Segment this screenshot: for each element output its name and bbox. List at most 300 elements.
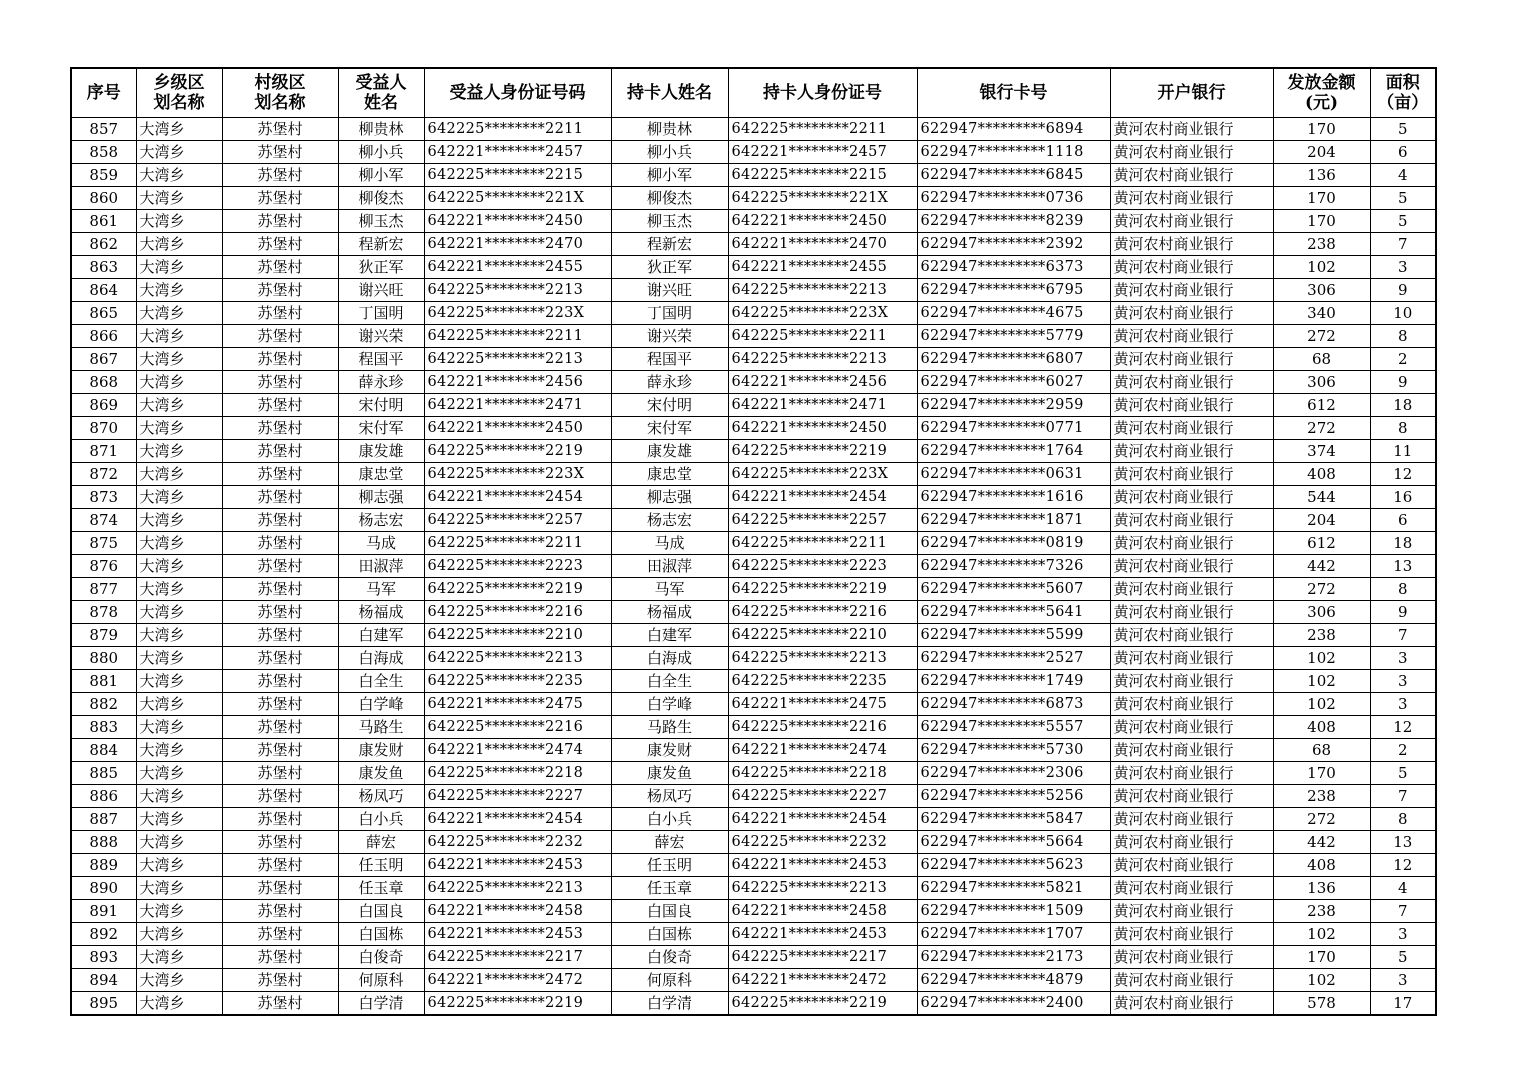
cell-cardholder-name: 程国平 <box>611 348 728 371</box>
cell-cardholder-name: 白学峰 <box>611 693 728 716</box>
cell-cardholder-id: 642225********2218 <box>728 762 917 785</box>
cell-township: 大湾乡 <box>136 716 222 739</box>
table-row <box>71 624 1436 647</box>
cell-amount: 136 <box>1273 164 1370 187</box>
cell-cardholder-id: 642221********2458 <box>728 900 917 923</box>
cell-beneficiary-name: 薛永珍 <box>338 371 424 394</box>
cell-township: 大湾乡 <box>136 348 222 371</box>
cell-beneficiary-id: 642225********2213 <box>424 279 611 302</box>
cell-area: 2 <box>1370 348 1436 371</box>
table-row <box>71 555 1436 578</box>
cell-amount: 238 <box>1273 624 1370 647</box>
cell-amount: 102 <box>1273 693 1370 716</box>
cell-amount: 340 <box>1273 302 1370 325</box>
cell-beneficiary-name: 田淑萍 <box>338 555 424 578</box>
cell-amount: 408 <box>1273 854 1370 877</box>
cell-bank-card: 622947*********0771 <box>917 417 1110 440</box>
cell-beneficiary-name: 柳小兵 <box>338 141 424 164</box>
cell-beneficiary-name: 白俊奇 <box>338 946 424 969</box>
cell-bank-card: 622947*********1707 <box>917 923 1110 946</box>
cell-index: 876 <box>71 555 136 578</box>
cell-amount: 238 <box>1273 900 1370 923</box>
cell-index: 869 <box>71 394 136 417</box>
cell-cardholder-name: 田淑萍 <box>611 555 728 578</box>
cell-bank: 黄河农村商业银行 <box>1110 417 1273 440</box>
cell-beneficiary-id: 642225********2218 <box>424 762 611 785</box>
header-row <box>71 68 1436 118</box>
cell-beneficiary-id: 642225********2217 <box>424 946 611 969</box>
cell-village: 苏堡村 <box>222 164 338 187</box>
cell-beneficiary-name: 白学峰 <box>338 693 424 716</box>
cell-beneficiary-id: 642225********2213 <box>424 348 611 371</box>
cell-amount: 272 <box>1273 417 1370 440</box>
cell-beneficiary-id: 642225********223X <box>424 302 611 325</box>
table-row <box>71 831 1436 854</box>
cell-cardholder-id: 642221********2472 <box>728 969 917 992</box>
table-row <box>71 164 1436 187</box>
cell-area: 4 <box>1370 164 1436 187</box>
cell-cardholder-name: 白小兵 <box>611 808 728 831</box>
cell-bank: 黄河农村商业银行 <box>1110 302 1273 325</box>
cell-bank: 黄河农村商业银行 <box>1110 325 1273 348</box>
cell-area: 18 <box>1370 394 1436 417</box>
table-row <box>71 601 1436 624</box>
cell-cardholder-id: 642221********2456 <box>728 371 917 394</box>
cell-village: 苏堡村 <box>222 693 338 716</box>
table-row <box>71 900 1436 923</box>
table-row <box>71 969 1436 992</box>
cell-beneficiary-name: 谢兴旺 <box>338 279 424 302</box>
cell-cardholder-name: 白学清 <box>611 992 728 1016</box>
cell-area: 5 <box>1370 187 1436 210</box>
cell-index: 870 <box>71 417 136 440</box>
cell-area: 13 <box>1370 555 1436 578</box>
cell-cardholder-name: 杨志宏 <box>611 509 728 532</box>
cell-amount: 272 <box>1273 578 1370 601</box>
cell-cardholder-id: 642225********2213 <box>728 647 917 670</box>
cell-cardholder-name: 柳俊杰 <box>611 187 728 210</box>
cell-township: 大湾乡 <box>136 394 222 417</box>
cell-index: 862 <box>71 233 136 256</box>
cell-index: 872 <box>71 463 136 486</box>
cell-cardholder-name: 杨福成 <box>611 601 728 624</box>
cell-cardholder-id: 642225********2232 <box>728 831 917 854</box>
cell-amount: 544 <box>1273 486 1370 509</box>
cell-index: 886 <box>71 785 136 808</box>
cell-cardholder-id: 642221********2453 <box>728 854 917 877</box>
cell-cardholder-id: 642225********2213 <box>728 279 917 302</box>
cell-bank: 黄河农村商业银行 <box>1110 785 1273 808</box>
cell-area: 9 <box>1370 371 1436 394</box>
cell-beneficiary-id: 642225********2235 <box>424 670 611 693</box>
cell-amount: 408 <box>1273 463 1370 486</box>
cell-amount: 102 <box>1273 969 1370 992</box>
cell-area: 11 <box>1370 440 1436 463</box>
cell-bank-card: 622947*********1616 <box>917 486 1110 509</box>
cell-beneficiary-id: 642225********2219 <box>424 440 611 463</box>
cell-cardholder-id: 642221********2453 <box>728 923 917 946</box>
cell-cardholder-id: 642221********2475 <box>728 693 917 716</box>
cell-beneficiary-id: 642225********2257 <box>424 509 611 532</box>
cell-beneficiary-id: 642225********2227 <box>424 785 611 808</box>
cell-area: 12 <box>1370 716 1436 739</box>
cell-bank-card: 622947*********2959 <box>917 394 1110 417</box>
cell-bank: 黄河农村商业银行 <box>1110 992 1273 1016</box>
table-row <box>71 716 1436 739</box>
cell-bank: 黄河农村商业银行 <box>1110 463 1273 486</box>
cell-area: 5 <box>1370 118 1436 141</box>
cell-bank: 黄河农村商业银行 <box>1110 118 1273 141</box>
table-row <box>71 210 1436 233</box>
cell-township: 大湾乡 <box>136 325 222 348</box>
cell-area: 9 <box>1370 279 1436 302</box>
cell-index: 857 <box>71 118 136 141</box>
cell-beneficiary-name: 狄正军 <box>338 256 424 279</box>
cell-bank-card: 622947*********5779 <box>917 325 1110 348</box>
cell-bank-card: 622947*********7326 <box>917 555 1110 578</box>
cell-township: 大湾乡 <box>136 371 222 394</box>
cell-beneficiary-id: 642221********2453 <box>424 854 611 877</box>
cell-index: 877 <box>71 578 136 601</box>
cell-bank-card: 622947*********1118 <box>917 141 1110 164</box>
cell-township: 大湾乡 <box>136 831 222 854</box>
cell-amount: 612 <box>1273 532 1370 555</box>
cell-village: 苏堡村 <box>222 854 338 877</box>
cell-beneficiary-name: 康忠堂 <box>338 463 424 486</box>
cell-cardholder-name: 何原科 <box>611 969 728 992</box>
cell-beneficiary-id: 642225********221X <box>424 187 611 210</box>
table-row <box>71 348 1436 371</box>
cell-township: 大湾乡 <box>136 670 222 693</box>
cell-amount: 68 <box>1273 739 1370 762</box>
cell-beneficiary-name: 程国平 <box>338 348 424 371</box>
cell-village: 苏堡村 <box>222 463 338 486</box>
table-row <box>71 647 1436 670</box>
table-row <box>71 670 1436 693</box>
cell-bank-card: 622947*********5557 <box>917 716 1110 739</box>
table-row <box>71 739 1436 762</box>
cell-index: 868 <box>71 371 136 394</box>
cell-beneficiary-name: 宋付军 <box>338 417 424 440</box>
cell-area: 3 <box>1370 693 1436 716</box>
cell-cardholder-id: 642225********2217 <box>728 946 917 969</box>
cell-cardholder-id: 642225********2215 <box>728 164 917 187</box>
table-row <box>71 509 1436 532</box>
cell-bank: 黄河农村商业银行 <box>1110 486 1273 509</box>
cell-amount: 68 <box>1273 348 1370 371</box>
cell-cardholder-name: 薛宏 <box>611 831 728 854</box>
cell-beneficiary-name: 马路生 <box>338 716 424 739</box>
cell-beneficiary-id: 642221********2450 <box>424 417 611 440</box>
table-header <box>71 68 1436 118</box>
cell-village: 苏堡村 <box>222 187 338 210</box>
table-row <box>71 233 1436 256</box>
cell-beneficiary-name: 柳小军 <box>338 164 424 187</box>
cell-amount: 238 <box>1273 233 1370 256</box>
cell-cardholder-id: 642225********2227 <box>728 785 917 808</box>
cell-beneficiary-id: 642221********2454 <box>424 486 611 509</box>
cell-cardholder-id: 642225********2211 <box>728 325 917 348</box>
cell-beneficiary-name: 白建军 <box>338 624 424 647</box>
cell-beneficiary-id: 642225********2232 <box>424 831 611 854</box>
cell-village: 苏堡村 <box>222 946 338 969</box>
cell-cardholder-name: 丁国明 <box>611 302 728 325</box>
cell-bank: 黄河农村商业银行 <box>1110 624 1273 647</box>
cell-cardholder-id: 642221********2450 <box>728 417 917 440</box>
cell-cardholder-name: 康发财 <box>611 739 728 762</box>
cell-village: 苏堡村 <box>222 302 338 325</box>
cell-amount: 442 <box>1273 831 1370 854</box>
cell-amount: 306 <box>1273 371 1370 394</box>
cell-index: 867 <box>71 348 136 371</box>
cell-beneficiary-name: 杨志宏 <box>338 509 424 532</box>
header-area: 面积 （亩） <box>1370 68 1436 118</box>
cell-township: 大湾乡 <box>136 210 222 233</box>
header-amount: 发放金额 (元) <box>1273 68 1370 118</box>
cell-cardholder-name: 白国良 <box>611 900 728 923</box>
table-row <box>71 854 1436 877</box>
cell-cardholder-id: 642221********2470 <box>728 233 917 256</box>
cell-bank: 黄河农村商业银行 <box>1110 532 1273 555</box>
cell-bank: 黄河农村商业银行 <box>1110 279 1273 302</box>
cell-cardholder-id: 642225********2211 <box>728 118 917 141</box>
cell-amount: 578 <box>1273 992 1370 1016</box>
cell-cardholder-name: 柳玉杰 <box>611 210 728 233</box>
cell-bank-card: 622947*********1764 <box>917 440 1110 463</box>
cell-index: 888 <box>71 831 136 854</box>
cell-beneficiary-id: 642225********2216 <box>424 716 611 739</box>
subsidy-table <box>70 67 1437 1016</box>
cell-bank-card: 622947*********6795 <box>917 279 1110 302</box>
cell-area: 3 <box>1370 923 1436 946</box>
cell-cardholder-id: 642225********2211 <box>728 532 917 555</box>
cell-township: 大湾乡 <box>136 187 222 210</box>
table-row <box>71 946 1436 969</box>
cell-amount: 442 <box>1273 555 1370 578</box>
cell-amount: 170 <box>1273 946 1370 969</box>
cell-township: 大湾乡 <box>136 578 222 601</box>
cell-area: 7 <box>1370 900 1436 923</box>
cell-area: 3 <box>1370 670 1436 693</box>
cell-beneficiary-id: 642221********2456 <box>424 371 611 394</box>
cell-bank: 黄河农村商业银行 <box>1110 854 1273 877</box>
cell-cardholder-id: 642225********2216 <box>728 601 917 624</box>
cell-area: 6 <box>1370 141 1436 164</box>
cell-area: 8 <box>1370 417 1436 440</box>
cell-township: 大湾乡 <box>136 900 222 923</box>
cell-index: 889 <box>71 854 136 877</box>
cell-bank-card: 622947*********0631 <box>917 463 1110 486</box>
cell-cardholder-id: 642225********221X <box>728 187 917 210</box>
cell-beneficiary-id: 642225********2223 <box>424 555 611 578</box>
cell-beneficiary-name: 谢兴荣 <box>338 325 424 348</box>
cell-cardholder-name: 白国栋 <box>611 923 728 946</box>
cell-bank-card: 622947*********1871 <box>917 509 1110 532</box>
table-row <box>71 578 1436 601</box>
cell-amount: 102 <box>1273 256 1370 279</box>
cell-village: 苏堡村 <box>222 624 338 647</box>
cell-bank-card: 622947*********2173 <box>917 946 1110 969</box>
cell-cardholder-name: 谢兴荣 <box>611 325 728 348</box>
cell-area: 10 <box>1370 302 1436 325</box>
cell-bank: 黄河农村商业银行 <box>1110 762 1273 785</box>
cell-index: 875 <box>71 532 136 555</box>
cell-cardholder-name: 狄正军 <box>611 256 728 279</box>
cell-amount: 102 <box>1273 670 1370 693</box>
cell-index: 890 <box>71 877 136 900</box>
cell-beneficiary-name: 康发雄 <box>338 440 424 463</box>
cell-beneficiary-name: 杨福成 <box>338 601 424 624</box>
header-index: 序号 <box>71 68 136 118</box>
cell-township: 大湾乡 <box>136 141 222 164</box>
cell-village: 苏堡村 <box>222 118 338 141</box>
table-row <box>71 256 1436 279</box>
table-row <box>71 463 1436 486</box>
cell-bank-card: 622947*********6373 <box>917 256 1110 279</box>
cell-village: 苏堡村 <box>222 647 338 670</box>
cell-index: 887 <box>71 808 136 831</box>
cell-index: 864 <box>71 279 136 302</box>
cell-township: 大湾乡 <box>136 624 222 647</box>
cell-bank-card: 622947*********6894 <box>917 118 1110 141</box>
table-row <box>71 279 1436 302</box>
cell-village: 苏堡村 <box>222 831 338 854</box>
cell-amount: 204 <box>1273 141 1370 164</box>
cell-bank: 黄河农村商业银行 <box>1110 693 1273 716</box>
cell-cardholder-id: 642221********2471 <box>728 394 917 417</box>
cell-index: 873 <box>71 486 136 509</box>
cell-area: 8 <box>1370 578 1436 601</box>
cell-bank-card: 622947*********5664 <box>917 831 1110 854</box>
cell-beneficiary-name: 白全生 <box>338 670 424 693</box>
cell-area: 17 <box>1370 992 1436 1016</box>
table-row <box>71 187 1436 210</box>
cell-index: 878 <box>71 601 136 624</box>
cell-amount: 170 <box>1273 118 1370 141</box>
cell-village: 苏堡村 <box>222 348 338 371</box>
cell-bank-card: 622947*********5641 <box>917 601 1110 624</box>
cell-beneficiary-id: 642221********2458 <box>424 900 611 923</box>
cell-beneficiary-name: 薛宏 <box>338 831 424 854</box>
cell-beneficiary-name: 马军 <box>338 578 424 601</box>
cell-cardholder-id: 642225********2219 <box>728 440 917 463</box>
cell-township: 大湾乡 <box>136 302 222 325</box>
cell-bank: 黄河农村商业银行 <box>1110 969 1273 992</box>
cell-cardholder-id: 642225********2223 <box>728 555 917 578</box>
header-beneficiary-id: 受益人身份证号码 <box>424 68 611 118</box>
cell-township: 大湾乡 <box>136 486 222 509</box>
cell-bank: 黄河农村商业银行 <box>1110 601 1273 624</box>
cell-beneficiary-name: 任玉章 <box>338 877 424 900</box>
cell-cardholder-id: 642221********2457 <box>728 141 917 164</box>
cell-area: 8 <box>1370 325 1436 348</box>
cell-bank-card: 622947*********1749 <box>917 670 1110 693</box>
table-row <box>71 877 1436 900</box>
cell-beneficiary-id: 642225********2215 <box>424 164 611 187</box>
cell-amount: 272 <box>1273 808 1370 831</box>
cell-cardholder-id: 642225********2219 <box>728 992 917 1016</box>
cell-area: 3 <box>1370 256 1436 279</box>
cell-beneficiary-name: 柳贵林 <box>338 118 424 141</box>
cell-amount: 306 <box>1273 279 1370 302</box>
cell-cardholder-name: 宋付明 <box>611 394 728 417</box>
cell-cardholder-id: 642225********2235 <box>728 670 917 693</box>
header-village: 村级区 划名称 <box>222 68 338 118</box>
cell-bank-card: 622947*********2306 <box>917 762 1110 785</box>
cell-bank: 黄河农村商业银行 <box>1110 808 1273 831</box>
cell-amount: 136 <box>1273 877 1370 900</box>
cell-beneficiary-name: 白学清 <box>338 992 424 1016</box>
cell-cardholder-name: 康忠堂 <box>611 463 728 486</box>
cell-township: 大湾乡 <box>136 509 222 532</box>
cell-village: 苏堡村 <box>222 486 338 509</box>
table-body <box>71 118 1436 1016</box>
cell-bank: 黄河农村商业银行 <box>1110 716 1273 739</box>
cell-village: 苏堡村 <box>222 440 338 463</box>
cell-beneficiary-name: 杨凤巧 <box>338 785 424 808</box>
cell-village: 苏堡村 <box>222 555 338 578</box>
table-row <box>71 693 1436 716</box>
cell-area: 12 <box>1370 854 1436 877</box>
cell-beneficiary-name: 任玉明 <box>338 854 424 877</box>
cell-township: 大湾乡 <box>136 808 222 831</box>
header-cardholder-id: 持卡人身份证号 <box>728 68 917 118</box>
cell-cardholder-id: 642225********2213 <box>728 877 917 900</box>
cell-area: 5 <box>1370 762 1436 785</box>
table-row <box>71 141 1436 164</box>
cell-bank: 黄河农村商业银行 <box>1110 670 1273 693</box>
cell-bank: 黄河农村商业银行 <box>1110 923 1273 946</box>
cell-cardholder-name: 杨凤巧 <box>611 785 728 808</box>
cell-bank: 黄河农村商业银行 <box>1110 578 1273 601</box>
cell-beneficiary-name: 何原科 <box>338 969 424 992</box>
cell-village: 苏堡村 <box>222 785 338 808</box>
cell-township: 大湾乡 <box>136 532 222 555</box>
cell-beneficiary-name: 白海成 <box>338 647 424 670</box>
cell-cardholder-name: 任玉明 <box>611 854 728 877</box>
cell-bank-card: 622947*********5599 <box>917 624 1110 647</box>
cell-bank: 黄河农村商业银行 <box>1110 394 1273 417</box>
cell-township: 大湾乡 <box>136 256 222 279</box>
cell-cardholder-id: 642225********2216 <box>728 716 917 739</box>
cell-township: 大湾乡 <box>136 923 222 946</box>
cell-bank: 黄河农村商业银行 <box>1110 187 1273 210</box>
cell-bank-card: 622947*********8239 <box>917 210 1110 233</box>
cell-bank-card: 622947*********6845 <box>917 164 1110 187</box>
cell-index: 863 <box>71 256 136 279</box>
table-row <box>71 532 1436 555</box>
cell-bank: 黄河农村商业银行 <box>1110 877 1273 900</box>
cell-cardholder-name: 康发雄 <box>611 440 728 463</box>
cell-township: 大湾乡 <box>136 555 222 578</box>
cell-beneficiary-id: 642225********2211 <box>424 532 611 555</box>
cell-cardholder-name: 薛永珍 <box>611 371 728 394</box>
header-beneficiary-name: 受益人 姓名 <box>338 68 424 118</box>
cell-bank-card: 622947*********5821 <box>917 877 1110 900</box>
cell-village: 苏堡村 <box>222 210 338 233</box>
cell-township: 大湾乡 <box>136 946 222 969</box>
cell-village: 苏堡村 <box>222 670 338 693</box>
cell-index: 880 <box>71 647 136 670</box>
cell-bank-card: 622947*********6807 <box>917 348 1110 371</box>
cell-index: 882 <box>71 693 136 716</box>
cell-township: 大湾乡 <box>136 647 222 670</box>
table-row <box>71 118 1436 141</box>
cell-beneficiary-id: 642225********2219 <box>424 992 611 1016</box>
cell-amount: 102 <box>1273 647 1370 670</box>
cell-amount: 170 <box>1273 210 1370 233</box>
cell-cardholder-id: 642225********223X <box>728 302 917 325</box>
